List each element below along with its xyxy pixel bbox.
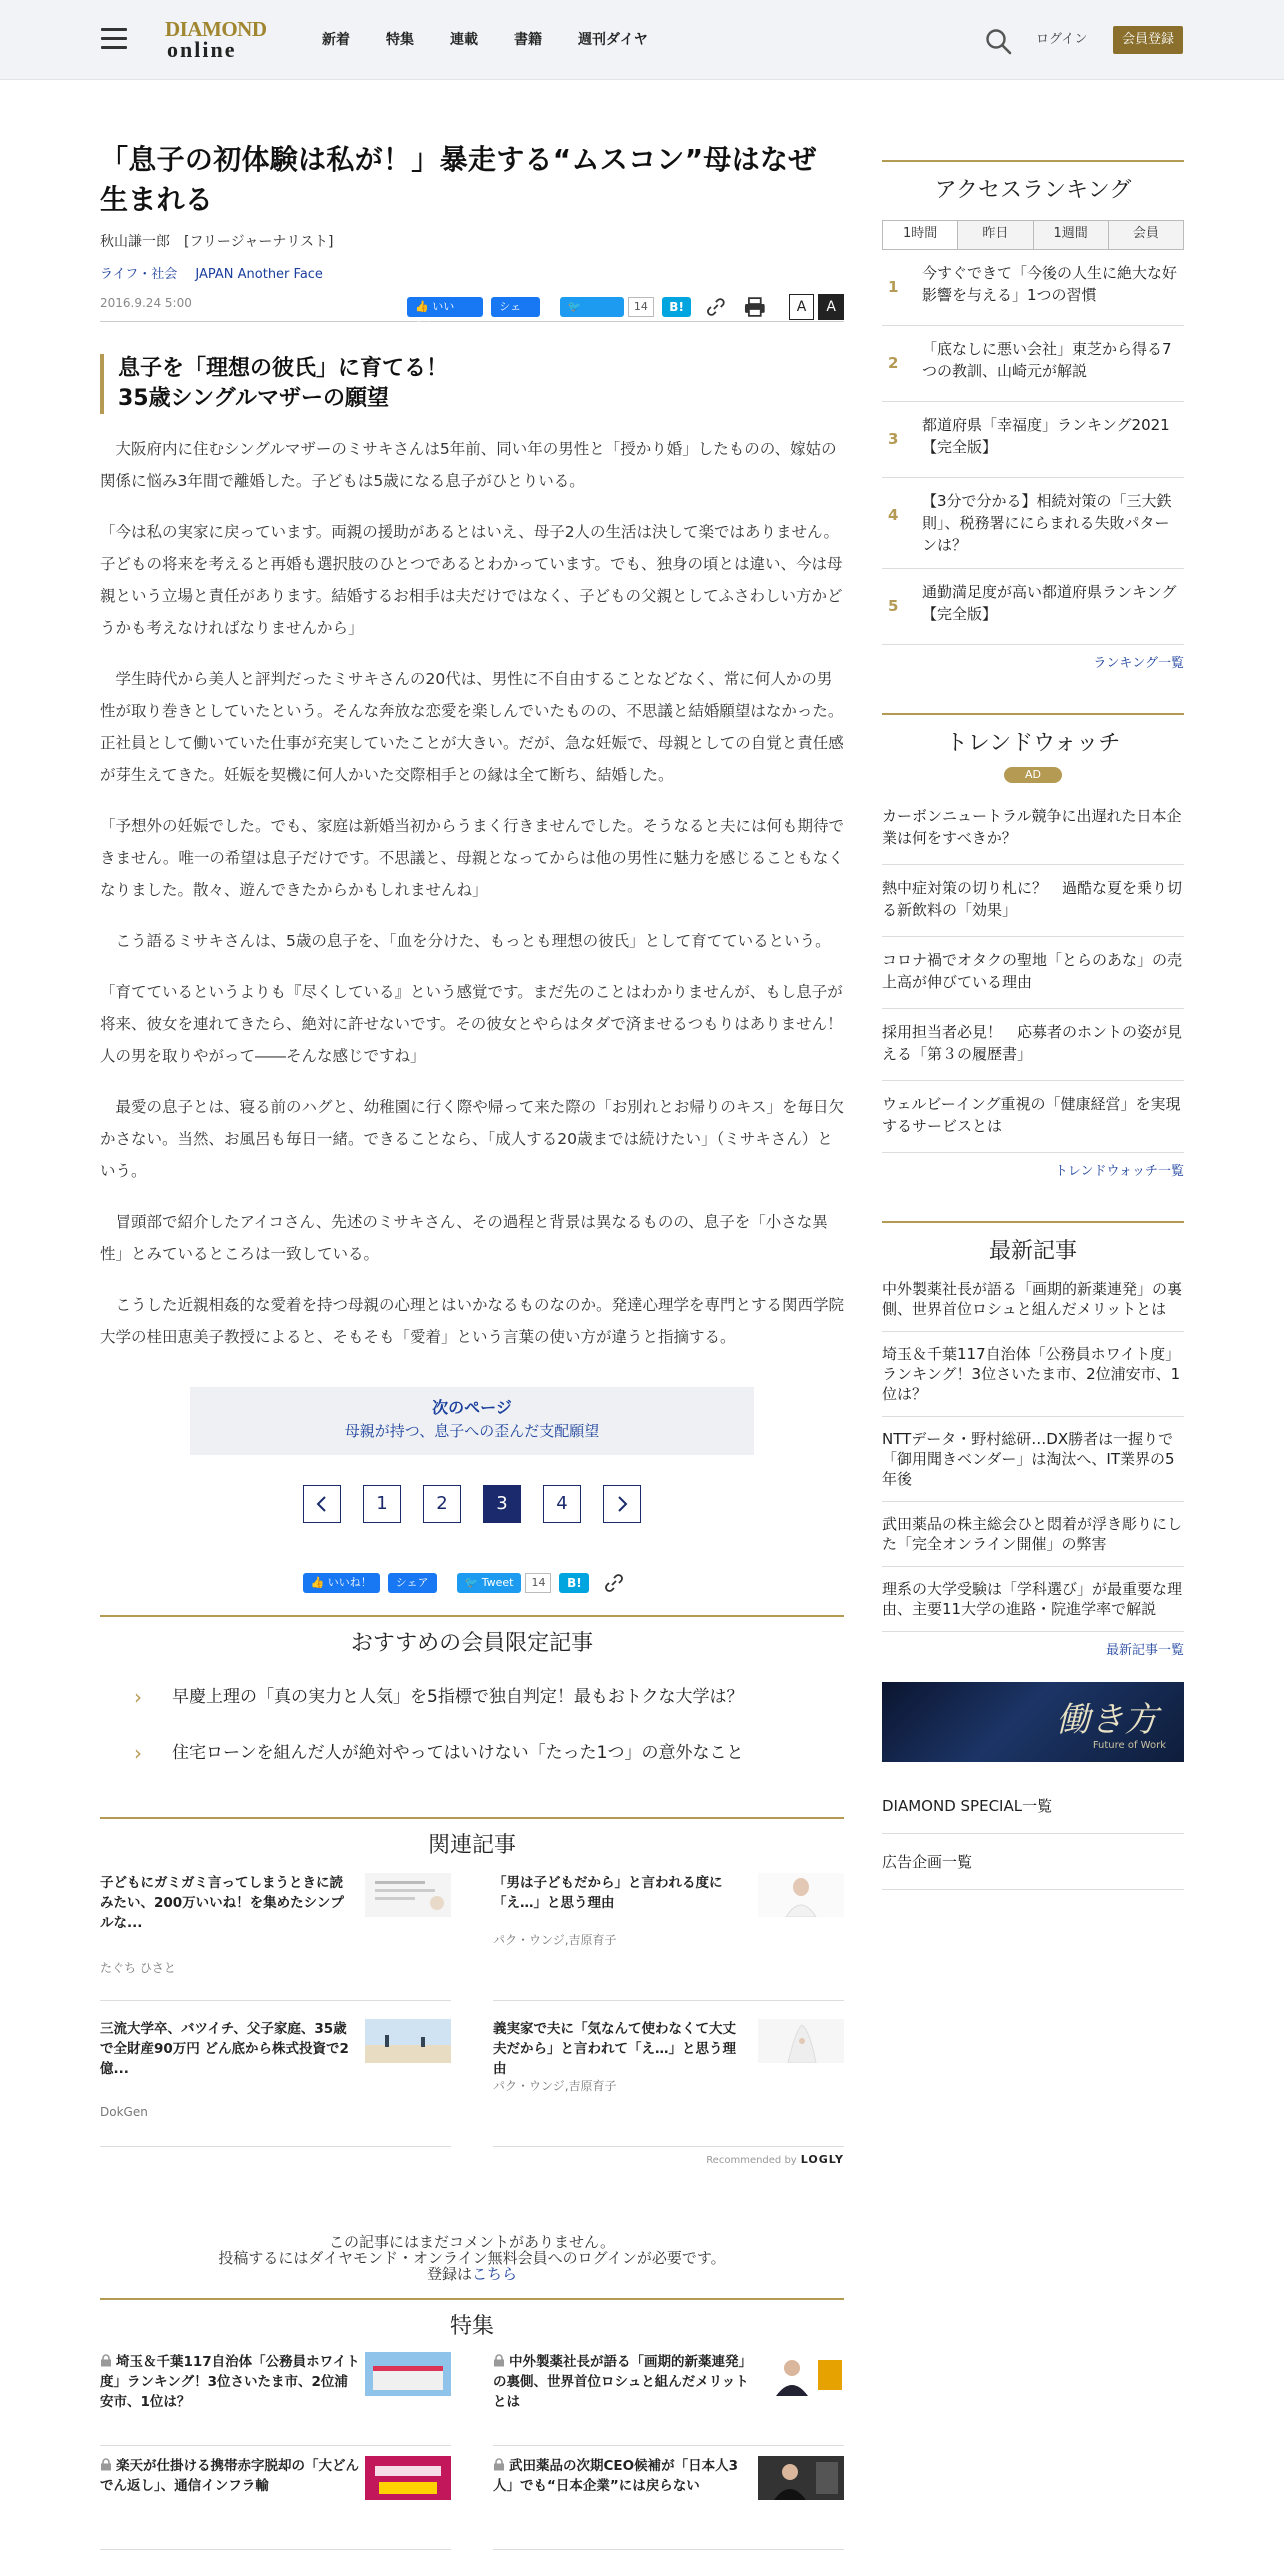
rank-title: 通勤満足度が高い都道府県ランキング【完全版】 <box>922 583 1177 623</box>
share-bar-bottom <box>100 1571 844 1595</box>
lock-icon <box>100 2354 112 2367</box>
site-header <box>0 0 1284 80</box>
share-bar <box>407 294 844 333</box>
tweet-label: Tweet <box>567 320 600 333</box>
tab-1hour[interactable]: 1時間 <box>883 221 957 249</box>
nav-item-feature[interactable]: 特集 <box>386 32 414 48</box>
nav-item-books[interactable]: 書籍 <box>514 32 542 48</box>
article-paragraph: 冒頭部で紹介したアイコさん、先述のミサキさん、その過程と背景は異なるものの、息子を「小さな異性」とみているところは一致している。 <box>100 1213 828 1263</box>
link-copy-icon[interactable] <box>705 296 727 318</box>
nav-item-series[interactable]: 連載 <box>450 32 478 48</box>
latest-item[interactable]: 中外製薬社長が語る「画期的新薬連発」の裏側、世界首位ロシュと組んだメリットとは <box>882 1267 1184 1332</box>
comment-line-2: 投稿するにはダイヤモンド・オンライン無料会員へのログインが必要です。 <box>218 2249 726 2267</box>
lock-icon <box>100 2458 112 2471</box>
lock-icon <box>493 2354 505 2367</box>
article-paragraph: 「予想外の妊娠でした。でも、家庭は新婚当初からうまく行きませんでした。そうなると夫には何も期待できません。唯一の希望は息子だけです。不思議と、母親となってからは他の男性に魅力を感じることもなくなりました。散々、遊んできたからかもしれませんね」 <box>100 817 845 899</box>
trend-item[interactable]: 採用担当者必見！ 応募者のホントの姿が見える「第３の履歴書」 <box>882 1009 1184 1081</box>
ranking-heading: アクセスランキング <box>882 160 1184 206</box>
tokushu-thumbnail <box>365 2456 451 2500</box>
category-link[interactable]: ライフ・社会 <box>100 267 178 282</box>
article-paragraph: 最愛の息子とは、寝る前のハグと、幼稚園に行く際や帰って来た際の「お別れとお帰りのキス」を毎日欠かさない。当然、お風呂も毎日一緒。できることなら、「成人する20歳までは続けたい」（ミサキさん）という。 <box>100 1098 845 1180</box>
article-meta <box>100 292 844 333</box>
tokushu-title: 中外製薬社長が語る「画期的新薬連発」の裏側、世界首位ロシュと組んだメリットとは <box>493 2354 752 2410</box>
subhead-line-1: 息子を「理想の彼氏」に育てる！ <box>118 356 449 381</box>
ad-badge: AD <box>1004 767 1062 783</box>
rank-number: 1 <box>888 278 899 296</box>
latest-more-link[interactable]: 最新記事一覧 <box>1105 1643 1184 1658</box>
ranking-item[interactable] <box>882 326 1184 402</box>
tokushu-thumbnail <box>365 2352 451 2396</box>
login-link[interactable]: ログイン <box>1036 32 1088 47</box>
recommend-item-title: 住宅ローンを組んだ人が絶対やってはいけない「たった1つ」の意外なこと <box>172 1743 744 1763</box>
future-of-work-banner[interactable] <box>882 1682 1184 1762</box>
ranking-item[interactable] <box>882 569 1184 645</box>
tokushu-thumbnail <box>758 2352 844 2396</box>
next-page-label: 次のページ <box>432 1398 512 1417</box>
recommend-item[interactable] <box>100 1669 844 1725</box>
nav-item-new[interactable]: 新着 <box>322 32 350 48</box>
comment-line-3-prefix: 登録は <box>426 2265 472 2283</box>
article-subhead <box>100 354 844 414</box>
hatena-bookmark-button[interactable]: B! <box>559 1573 589 1593</box>
article-paragraph: 大阪府内に住むシングルマザーのミサキさんは5年前、同い年の男性と「授かり婚」したものの、嫁姑の関係に悩み3年間で離婚した。子どもは5歳になる息子がひとりいる。 <box>100 440 837 490</box>
related-author: パク・ウンジ,吉原育子 <box>493 1933 617 1947</box>
article-title: 「息子の初体験は私が！」暴走する“ムスコン”母はなぜ生まれる <box>100 143 817 216</box>
tokushu-item[interactable] <box>100 2352 451 2446</box>
trend-more-link[interactable]: トレンドウォッチ一覧 <box>1054 1164 1184 1179</box>
article-column <box>100 140 844 2560</box>
page-button-1[interactable]: 1 <box>363 1485 401 1523</box>
chevron-right-icon: › <box>134 1741 142 1765</box>
related-thumbnail <box>365 1873 451 1917</box>
tokushu-title: 楽天が仕掛ける携帯赤字脱却の「大どんでん返し」、通信インフラ輸 <box>100 2458 359 2494</box>
site-logo[interactable] <box>165 18 270 62</box>
related-author: たぐち ひさと <box>100 1961 176 1975</box>
related-author: パク・ウンジ,吉原育子 <box>493 2079 617 2093</box>
related-thumbnail <box>758 2019 844 2063</box>
tab-members[interactable]: 会員 <box>1108 221 1183 249</box>
recommend-heading: おすすめの会員限定記事 <box>100 1615 844 1659</box>
related-title: 義実家で夫に「気なんて使わなくて大丈夫だから」と言われて「え…」と思う理由 <box>493 2021 736 2077</box>
recommend-item[interactable] <box>100 1725 844 1781</box>
latest-item[interactable]: NTTデータ・野村総研…DX勝者は一握りで「御用聞きベンダー」は淘汰へ、IT業界の5年後 <box>882 1417 1184 1502</box>
chevron-left-icon <box>315 1495 329 1513</box>
publish-date: 2016.9.24 5:00 <box>100 296 192 310</box>
rank-title: 今すぐできて「今後の人生に絶大な好影響を与える」1つの習慣 <box>922 264 1178 304</box>
related-item[interactable] <box>493 1873 844 2001</box>
category-link[interactable]: JAPAN Another Face <box>195 267 323 282</box>
like-label: いいね！ <box>415 300 455 333</box>
tab-1week[interactable]: 1週間 <box>1033 221 1108 249</box>
page-button-2[interactable]: 2 <box>423 1485 461 1523</box>
nav-item-weekly[interactable]: 週刊ダイヤ <box>578 32 648 48</box>
article-author[interactable]: 秋山謙一郎 [フリージャーナリスト] <box>100 234 334 250</box>
latest-item[interactable]: 埼玉＆千葉117自治体「公務員ホワイト度」ランキング！3位さいたま市、2位浦安市、1位は？ <box>882 1332 1184 1417</box>
banner-subtitle: Future of Work <box>1092 1740 1166 1751</box>
print-icon[interactable] <box>743 296 767 318</box>
chevron-right-icon: › <box>134 1685 142 1709</box>
banner-title: 働き方 <box>1056 1700 1158 1740</box>
trend-heading: トレンドウォッチ <box>882 713 1184 759</box>
article-paragraph: 「今は私の実家に戻っています。両親の援助があるとはいえ、母子2人の生活は決して楽ではありません。子どもの将来を考えると再婚も選択肢のひとつであるとわかっています。でも、独身の頃とは違い、今は母親という立場と責任があります。結婚するお相手は夫だけではなく、子どもの父親としてふさわしい方かどうかも考えなければなりませんから」 <box>100 523 843 637</box>
tokushu-title: 埼玉＆千葉117自治体「公務員ホワイト度」ランキング！3位さいたま市、2位浦安市、1位は？ <box>100 2354 360 2410</box>
related-list <box>100 1873 844 2165</box>
prev-page-button[interactable] <box>303 1485 341 1523</box>
related-author: DokGen <box>100 2105 148 2119</box>
next-page-title: 母親が持つ、息子への歪んだ支配願望 <box>344 1422 600 1440</box>
article-paragraph: 「育てているというよりも『尽くしている』という感覚です。まだ先のことはわかりませんが、もし息子が将来、彼女を連れてきたら、絶対に許せないです。その彼女とやらはタダで済ませるつもりはありません！人の男を取りやがって――そんな感じですね」 <box>100 983 843 1065</box>
next-page-button[interactable] <box>603 1485 641 1523</box>
tokushu-thumbnail <box>758 2456 844 2500</box>
related-title: 三流大学卒、バツイチ、父子家庭、35歳で全財産90万円 どん底から株式投資で2億... <box>100 2021 349 2077</box>
article-paragraph: こうした近親相姦的な愛着を持つ母親の心理とはいかなるものなのか。発達心理学を専門とする関西学院大学の桂田恵美子教授によると、そもそも「愛着」という言葉の使い方が違うと指摘する。 <box>100 1296 845 1346</box>
register-here-link[interactable]: こちら <box>472 2265 518 2283</box>
recommended-by <box>100 2153 844 2166</box>
link-copy-icon[interactable] <box>603 1572 625 1594</box>
related-thumbnail <box>758 1873 844 1917</box>
tweet-count: 14 <box>628 297 654 317</box>
tokushu-item[interactable] <box>493 2352 844 2446</box>
ranking-item[interactable] <box>882 478 1184 569</box>
subhead-line-2: 35歳シングルマザーの願望 <box>118 386 389 411</box>
rank-number: 3 <box>888 430 899 448</box>
tweet-count: 14 <box>525 1573 551 1593</box>
search-icon[interactable] <box>984 27 1012 55</box>
tweet-label: Tweet <box>481 1576 514 1589</box>
tweet-button[interactable]: 🐦 Tweet <box>457 1573 522 1593</box>
ranking-more-link[interactable]: ランキング一覧 <box>1093 656 1184 671</box>
logo-top: DIAMOND <box>165 17 267 41</box>
related-item[interactable] <box>100 2019 451 2147</box>
ranking-item[interactable] <box>882 402 1184 478</box>
like-label: いいね！ <box>327 1576 372 1589</box>
rank-title: 「底なしに悪い会社」東芝から得る7つの教訓、山崎元が解説 <box>922 340 1172 380</box>
logly-logo[interactable]: LOGLY <box>800 2153 844 2166</box>
page-button-4[interactable]: 4 <box>543 1485 581 1523</box>
tab-yesterday[interactable]: 昨日 <box>957 221 1032 249</box>
facebook-like-button[interactable]: 👍 いいね！ <box>303 1573 380 1593</box>
font-size-large-button[interactable]: A <box>818 294 844 320</box>
comment-line-3 <box>100 2266 844 2282</box>
logo-bottom: online <box>167 37 237 62</box>
tokushu-heading: 特集 <box>100 2298 844 2342</box>
comment-line-1: この記事にはまだコメントがありません。 <box>329 2233 615 2251</box>
next-page-link[interactable] <box>190 1387 754 1455</box>
related-heading: 関連記事 <box>100 1817 844 1861</box>
rank-number: 2 <box>888 354 899 372</box>
latest-item[interactable]: 武田薬品の株主総会ひと悶着が浮き彫りにした「完全オンライン開催」の弊害 <box>882 1502 1184 1567</box>
trend-item[interactable]: 熱中症対策の切り札に？ 過酷な夏を乗り切る新飲料の「効果」 <box>882 865 1184 937</box>
related-item[interactable] <box>493 2019 844 2147</box>
related-title: 「男は子どもだから」と言われる度に「え…」と思う理由 <box>493 1875 723 1911</box>
register-button[interactable]: 会員登録 <box>1113 26 1183 54</box>
facebook-like-button[interactable]: 👍 いいね！ <box>407 297 483 317</box>
tokushu-item[interactable] <box>100 2456 451 2550</box>
hatena-bookmark-button[interactable]: B! <box>662 297 692 317</box>
global-nav <box>322 30 684 50</box>
trend-item[interactable]: コロナ禍でオタクの聖地「とらのあな」の売上高が伸びている理由 <box>882 937 1184 1009</box>
font-size-small-button[interactable]: A <box>789 294 815 320</box>
trend-item[interactable]: ウェルビーイング重視の「健康経営」を実現するサービスとは <box>882 1081 1184 1153</box>
recommend-list <box>100 1669 844 1781</box>
pagination <box>100 1485 844 1523</box>
article-paragraph: こう語るミサキさんは、5歳の息子を、「血を分けた、もっとも理想の彼氏」として育てているという。 <box>115 932 831 950</box>
ad-planning-link[interactable]: 広告企画一覧 <box>882 1834 1184 1890</box>
article-paragraph: 学生時代から美人と評判だったミサキさんの20代は、男性に不自由することなどなく、常に何人かの男性が取り巻きとしていたという。そんな奔放な恋愛を楽しんでいたものの、不思議と結婚願望はなかった。正社員として働いていた仕事が充実していたことが大きい。だが、急な妊娠で、母親としての自覚と責任感が芽生えてきた。妊娠を契機に何人かいた交際相手との縁は全て断ち、結婚した。 <box>100 670 844 784</box>
diamond-special-link[interactable]: DIAMOND SPECIAL一覧 <box>882 1778 1184 1834</box>
ranking-tabs <box>882 220 1184 250</box>
recommend-item-title: 早慶上理の「真の実力と人気」を5指標で独自判定！最もおトクな大学は？ <box>172 1687 744 1707</box>
sidebar <box>882 160 1184 1890</box>
tokushu-list <box>100 2352 844 2560</box>
facebook-share-button[interactable]: シェア <box>491 297 539 317</box>
facebook-share-button[interactable]: シェア <box>388 1573 437 1593</box>
latest-heading: 最新記事 <box>882 1221 1184 1267</box>
comment-notice <box>100 2234 844 2282</box>
menu-icon[interactable] <box>101 28 127 50</box>
tweet-button[interactable]: 🐦 Tweet <box>560 297 624 317</box>
rank-title: 【3分で分かる】相続対策の「三大鉄則」、税務署ににらまれる失敗パターンは？ <box>922 492 1172 554</box>
related-title: 子どもにガミガミ言ってしまうときに読みたい、200万いいね！を集めたシンプルな... <box>100 1875 344 1931</box>
tokushu-item[interactable] <box>493 2456 844 2550</box>
recommended-by-label: Recommended by <box>706 2155 797 2166</box>
trend-item[interactable]: カーボンニュートラル競争に出遅れた日本企業は何をすべきか？ <box>882 793 1184 865</box>
lock-icon <box>493 2458 505 2471</box>
article-categories <box>100 266 844 284</box>
rank-number: 4 <box>888 506 899 524</box>
related-item[interactable] <box>100 1873 451 2001</box>
latest-item[interactable]: 理系の大学受験は「学科選び」が最重要な理由、主要11大学の進路・院進学率で解説 <box>882 1567 1184 1632</box>
rank-number: 5 <box>888 597 899 615</box>
related-thumbnail <box>365 2019 451 2063</box>
page-button-3-current[interactable]: 3 <box>483 1485 521 1523</box>
tokushu-title: 武田薬品の次期CEO候補が「日本人3人」でも“日本企業”には戻らない <box>493 2458 738 2494</box>
chevron-right-icon <box>615 1495 629 1513</box>
ranking-item[interactable] <box>882 250 1184 326</box>
rank-title: 都道府県「幸福度」ランキング2021【完全版】 <box>922 416 1170 456</box>
